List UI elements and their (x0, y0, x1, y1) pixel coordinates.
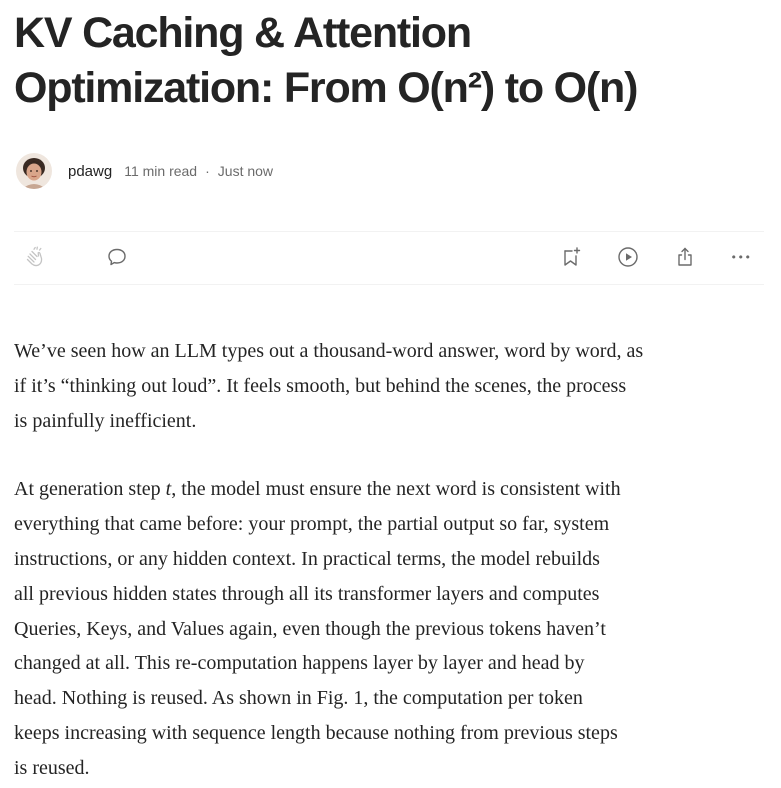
article-title-line-2: Optimization: From O(n²) to O(n) (14, 64, 638, 112)
author-name[interactable]: pdawg (68, 162, 113, 180)
play-icon (616, 245, 640, 269)
paragraph-2-line: changed at all. This re-computation happens layer by layer and head by (14, 652, 585, 675)
more-icon: ••• (730, 250, 752, 264)
bookmark-button[interactable] (558, 244, 584, 270)
variable-t: t (165, 478, 172, 501)
byline (16, 153, 273, 189)
listen-button[interactable] (615, 244, 641, 270)
clap-icon (23, 245, 47, 269)
paragraph-2-line: Queries, Keys, and Values again, even though the previous tokens haven’t (14, 617, 606, 640)
bookmark-add-icon (559, 245, 583, 269)
article-title-line-1: KV Caching & Attention (14, 9, 471, 57)
comment-icon (105, 245, 129, 269)
clap-button[interactable] (22, 244, 48, 270)
article-title (14, 6, 774, 116)
meta-separator: · (205, 163, 210, 179)
paragraph-2 (14, 472, 766, 785)
paragraph-1 (14, 334, 766, 438)
article-body (14, 334, 766, 786)
share-button[interactable] (672, 244, 698, 270)
paragraph-2-line (14, 472, 766, 507)
paragraph-2-text: At generation step (14, 478, 166, 501)
more-button[interactable] (729, 244, 753, 270)
read-time: 11 min read (124, 163, 198, 179)
paragraph-2-text: , the model must ensure the next word is consistent with (171, 478, 621, 501)
publish-time: Just now (217, 163, 274, 179)
paragraph-1-line: is painfully inefficient. (14, 409, 197, 432)
paragraph-2-line: all previous hidden states through all its transformer layers and computes (14, 582, 600, 605)
paragraph-1-line: if it’s “thinking out loud”. It feels smooth, but behind the scenes, the process (14, 374, 627, 397)
paragraph-2-line: keeps increasing with sequence length because nothing from previous steps (14, 721, 618, 744)
author-avatar[interactable] (16, 153, 52, 189)
share-icon (673, 245, 697, 269)
comment-button[interactable] (104, 244, 130, 270)
paragraph-2-line: head. Nothing is reused. As shown in Fig. 1, the computation per token (14, 687, 583, 710)
article-action-bar (14, 231, 764, 285)
paragraph-1-line: We’ve seen how an LLM types out a thousand-word answer, word by word, as (14, 340, 644, 362)
paragraph-2-line: is reused. (14, 756, 90, 779)
paragraph-2-line: everything that came before: your prompt, the partial output so far, system (14, 513, 610, 536)
paragraph-2-line: instructions, or any hidden context. In practical terms, the model rebuilds (14, 547, 600, 570)
